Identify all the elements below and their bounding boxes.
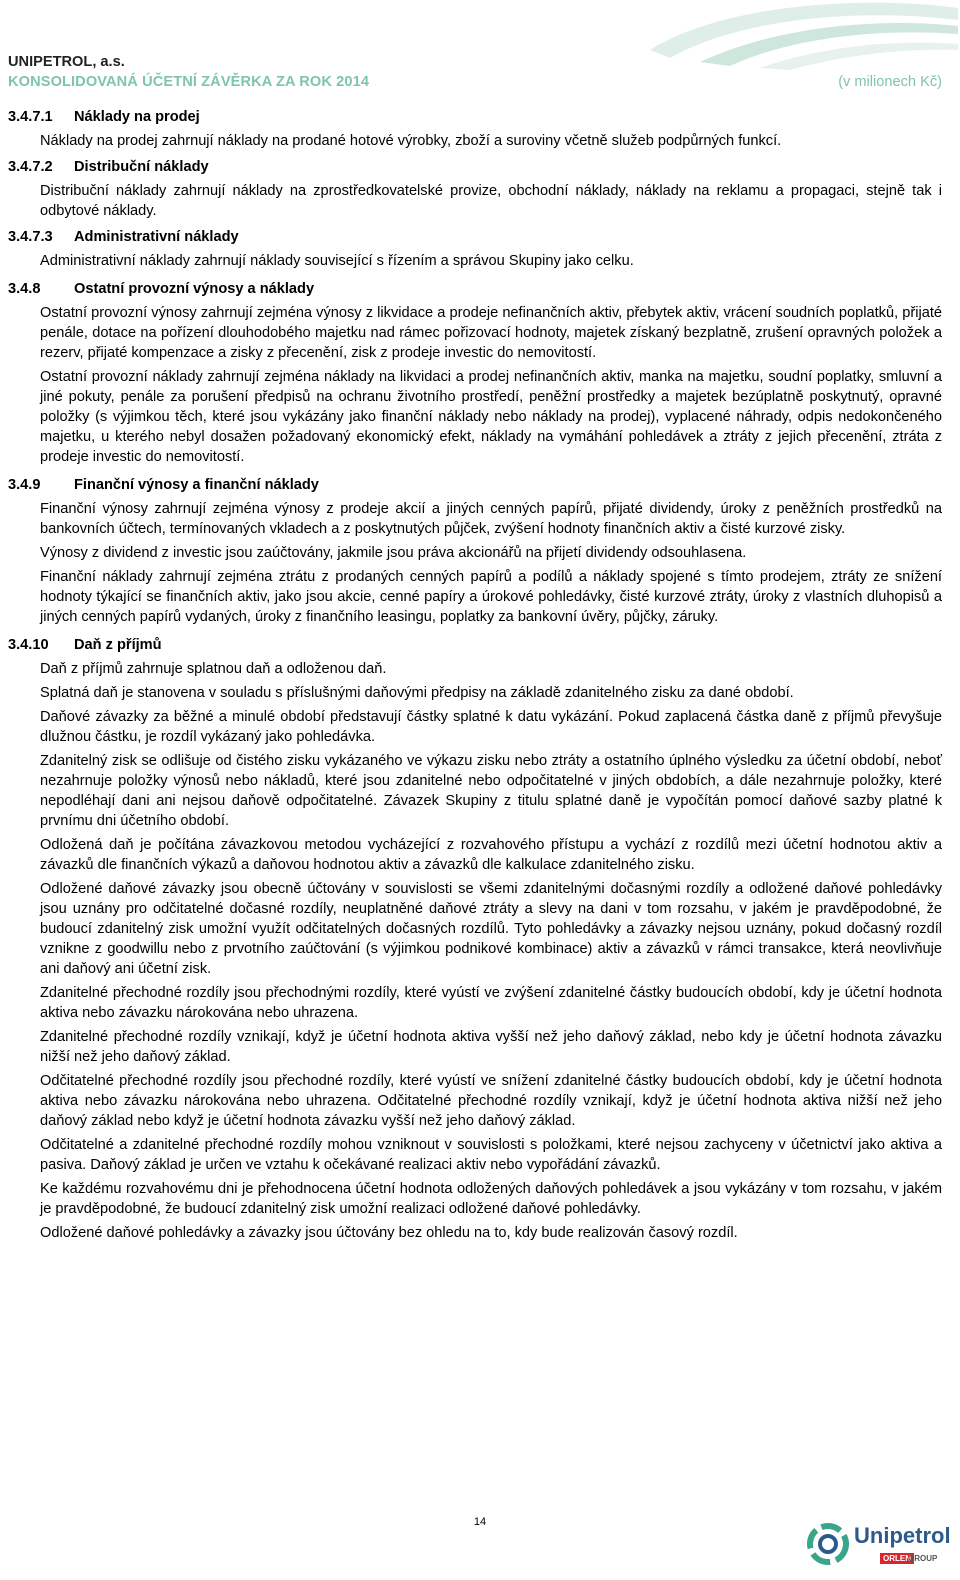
- unipetrol-logo-icon: [806, 1522, 850, 1566]
- page-number: 14: [473, 1516, 487, 1528]
- paragraph: Výnosy z dividend z investic jsou zaúčtovány, jakmile jsou práva akcionářů na přijetí dividendy odsouhlasena.: [40, 545, 747, 561]
- paragraph: Daňové závazky za běžné a minulé období představují částky splatné k datu vykázání. Pokud zaplacená částka daně z příjmů převyšuje dlužnou částku, je rozdíl vykázaný jako pohledávka.: [40, 709, 942, 745]
- section-heading: [8, 475, 942, 495]
- logo-group: GROUP: [908, 1554, 938, 1563]
- section-title: Daň z příjmů: [74, 637, 162, 653]
- section-title: Finanční výnosy a finanční náklady: [74, 477, 319, 493]
- section-title: Distribuční náklady: [74, 159, 209, 175]
- section-3473: [8, 227, 942, 271]
- section-heading: [8, 279, 942, 299]
- section-349: [8, 475, 942, 627]
- paragraph: Finanční výnosy zahrnují zejména výnosy z prodeje akcií a jiných cenných papírů, přijaté dividendy, úroky z peněžních prostředků na bankovních účtech, termínovaných vkladech a z poskytnutých půjček, zvýšení hodnoty finančních aktiv a čisté kurzové zisky.: [40, 501, 942, 537]
- paragraph: Daň z příjmů zahrnuje splatnou daň a odloženou daň.: [40, 661, 387, 677]
- paragraph: Ostatní provozní náklady zahrnují zejména náklady na likvidaci a prodej nefinančních aktiv, manka na majetku, soudní poplatky, smluvní a jiné pokuty, penále za porušení předpisů na ochranu životního prostředí, peněžní prostředky a majetek bezúplatně poskytnutý, opravné položky (s výjimkou těch, které jsou vykázány jako finanční náklady nebo náklady na prodej), vyplacené náhrady, odpis nedokončeného majetku, u kterého nebyl dosažen požadovaný ekonomický efekt, náklady na vymáhání pohledávek a ztráty z jejich přecenění, ztráta z prodeje investic do nemovitostí.: [40, 369, 942, 465]
- section-title: Ostatní provozní výnosy a náklady: [74, 281, 315, 297]
- paragraph: Ostatní provozní výnosy zahrnují zejména výnosy z likvidace a prodeje nefinančních aktiv, přebytek aktiv, vrácení soudních poplatků, přijaté penále, dotace na pořízení dlouhodobého majetku nad rámec pořizovací hodnoty, majetek získaný bezplatně, zrušení opravných položek a rezerv, přijaté kompenzace a zisky z přecenění, zisk z prodeje investic do nemovitostí.: [40, 305, 942, 361]
- paragraph: Náklady na prodej zahrnují náklady na prodané hotové výrobky, zboží a suroviny včetně služeb podpůrných funkcí.: [40, 133, 782, 149]
- section-heading: [8, 635, 942, 655]
- report-title: KONSOLIDOVANÁ ÚČETNÍ ZÁVĚRKA ZA ROK 2014: [8, 74, 370, 90]
- paragraph: Odčitatelné a zdanitelné přechodné rozdíly mohou vzniknout v souvislosti s položkami, které nejsou zachyceny v účetnictví jako aktiva a pasiva. Daňový základ je určen ve vztahu k očekávané realizaci aktiv nebo vypořádání závazků.: [40, 1137, 942, 1173]
- section-heading: [8, 107, 942, 127]
- logo-wordmark: Unipetrol: [854, 1523, 951, 1548]
- section-number: 3.4.9: [8, 477, 41, 493]
- header-swoosh-decoration: [640, 0, 960, 70]
- section-number: 3.4.7.2: [8, 159, 53, 175]
- section-348: [8, 279, 942, 467]
- section-title: Náklady na prodej: [74, 109, 200, 125]
- paragraph: Zdanitelný zisk se odlišuje od čistého zisku vykázaného ve výkazu zisku nebo ztráty a ostatního úplného výsledku za účetní období, neboť nezahrnuje položky výnosů nebo nákladů, které jsou zdanitelné nebo odpočitatelné v jiných obdobích, a dále nezahrnuje položky, které nepodléhají dani ani nejsou daňově odpočitatelné. Závazek Skupiny z titulu splatné daně je vypočítán pomocí daňové sazby platné k prvnímu dni účetního období.: [40, 753, 942, 829]
- paragraph: Zdanitelné přechodné rozdíly jsou přechodnými rozdíly, které vyústí ve zvýšení zdanitelné částky budoucích období, kdy je účetní hodnota aktiva nebo závazku nárokována nebo uhrazena.: [40, 985, 942, 1021]
- logo-orlen: ORLEN: [880, 1553, 914, 1564]
- section-3410: [8, 635, 942, 1243]
- section-3471: [8, 107, 942, 151]
- section-number: 3.4.8: [8, 281, 41, 297]
- section-3472: [8, 157, 942, 221]
- paragraph: Ke každému rozvahovému dni je přehodnocena účetní hodnota odložených daňových pohledávek a jsou vykázány v tom rozsahu, v jakém je pravděpodobné, že budoucí zdanitelný zisk umožní realizaci odložené daňové pohledávky.: [40, 1181, 942, 1217]
- paragraph: Odložené daňové závazky jsou obecně účtovány v souvislosti se všemi zdanitelnými dočasnými rozdíly a odložené daňové pohledávky jsou uznány pro odčitatelné dočasné rozdíly, neuplatněné daňové ztráty a slevy na dani v tom rozsahu, v jakém je pravděpodobné, že budoucí zdanitelný zisk umožní využít odčitatelných dočasných rozdílů. Tyto pohledávky a závazky nejsou uznány, pokud dočasný rozdíl vznikne z goodwillu nebo z prvotního zaúčtování (s výjimkou podnikové kombinace) aktiv a závazků v rámci transakce, která neovlivňuje ani daňový ani účetní zisk.: [40, 881, 942, 977]
- paragraph: Distribuční náklady zahrnují náklady na zprostředkovatelské provize, obchodní náklady, náklady na reklamu a propagaci, stejně tak i odbytové náklady.: [40, 183, 942, 219]
- section-number: 3.4.7.3: [8, 229, 53, 245]
- section-heading: [8, 157, 942, 177]
- paragraph: Splatná daň je stanovena v souladu s příslušnými daňovými předpisy na základě zdanitelného zisku za dané období.: [40, 685, 794, 701]
- paragraph: Odložená daň je počítána závazkovou metodou vycházející z rozvahového přístupu a vychází z rozdílů mezi účetní hodnotou aktiv a závazků dle finančních výkazů a daňovou hodnotou aktiv a závazků dle kalkulace zdanitelného zisku.: [40, 837, 942, 873]
- unipetrol-logo: [806, 1522, 951, 1568]
- paragraph: Zdanitelné přechodné rozdíly vznikají, když je účetní hodnota aktiva vyšší než jeho daňový základ, nebo kdy je účetní hodnota závazku nižší než jeho daňový základ.: [40, 1029, 942, 1065]
- section-heading: [8, 227, 942, 247]
- section-number: 3.4.10: [8, 637, 49, 653]
- section-title: Administrativní náklady: [74, 229, 239, 245]
- paragraph: Odložené daňové pohledávky a závazky jsou účtovány bez ohledu na to, kdy bude realizován časový rozdíl.: [40, 1225, 738, 1241]
- section-number: 3.4.7.1: [8, 109, 53, 125]
- units-label: (v milionech Kč): [838, 74, 942, 90]
- company-name: UNIPETROL, a.s.: [8, 54, 125, 70]
- paragraph: Administrativní náklady zahrnují náklady související s řízením a správou Skupiny jako celku.: [40, 253, 634, 269]
- paragraph: Finanční náklady zahrnují zejména ztrátu z prodaných cenných papírů a podílů a náklady spojené s tímto prodejem, ztráty ze snížení hodnoty týkající se finančních aktiv, jako jsou akcie, cenné papíry a úrokové pohledávky, čisté kurzové ztráty, úroky z vlastních dluhopisů a jiných cenných papírů vydaných, úroky z finančního leasingu, poplatky za bankovní úvěry, půjčky, záruky.: [40, 569, 942, 625]
- paragraph: Odčitatelné přechodné rozdíly jsou přechodné rozdíly, které vyústí ve snížení zdanitelné částky budoucích období, kdy je účetní hodnota aktiva nebo závazku nárokována nebo uhrazena. Odčitatelné přechodné rozdíly vznikají, když je účetní hodnota aktiva nižší než jeho daňový základ nebo když je účetní hodnota závazku vyšší než jeho daňový základ.: [40, 1073, 942, 1129]
- document-body: [8, 107, 942, 1247]
